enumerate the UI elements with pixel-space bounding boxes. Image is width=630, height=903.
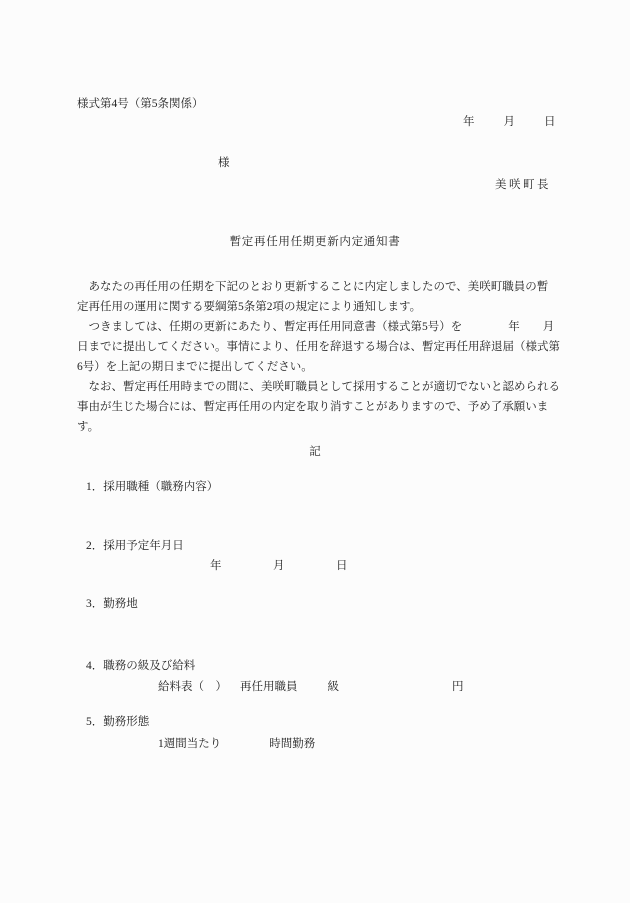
- item-2-month-label: 月: [273, 560, 285, 572]
- body-line-3: つきましては、任期の更新にあたり、暫定再任用同意書（様式第5号）を 年 月: [77, 321, 555, 333]
- body-line-7: 事由が生じた場合には、暫定再任用の内定を取り消すことがありますので、予め了承願いま: [77, 401, 549, 413]
- item-5-schedule-fields: [158, 738, 315, 751]
- sender-name: 美咲町長: [495, 179, 551, 191]
- addressee-honorific: 様: [218, 157, 230, 169]
- item-1-label: 1．採用職種（職務内容）: [86, 481, 219, 493]
- item-4-label: 4．職務の級及び給料: [86, 660, 196, 672]
- body-line-5: 6号）を上記の期日までに提出してください。: [77, 361, 313, 373]
- date-month-label: 月: [503, 116, 515, 128]
- item-2-day-label: 日: [336, 560, 348, 572]
- hours-worked-label: 時間勤務: [269, 738, 316, 750]
- item-2-date-fields: [210, 560, 348, 573]
- body-line-6: なお、暫定再任用時までの間に、美咲町職員として採用することが適切でないと認められる: [77, 381, 560, 393]
- date-line: [463, 116, 556, 129]
- grade-label: 級: [327, 681, 339, 693]
- date-year-label: 年: [463, 116, 475, 128]
- item-2-year-label: 年: [210, 560, 222, 572]
- item-5-label: 5．勤務形態: [86, 716, 150, 728]
- body-line-2: 定再任用の運用に関する要綱第5条第2項の規定により通知します。: [77, 301, 422, 313]
- reemployed-staff-label: 再任用職員: [240, 681, 298, 693]
- body-paragraphs: [77, 277, 563, 437]
- salary-table-label: 給料表（ ）: [158, 681, 227, 693]
- body-line-8: す。: [77, 421, 100, 433]
- body-line-1: あなたの再任用の任期を下記のとおり更新することに内定しましたので、美咲町職員の暫: [77, 281, 549, 293]
- body-line-4: 日までに提出してください。事情により、任用を辞退する場合は、暫定再任用辞退届（様式第: [77, 341, 560, 353]
- form-number: 様式第4号（第5条関係）: [77, 98, 204, 110]
- document-title: 暫定再任用任期更新内定通知書: [229, 236, 401, 248]
- date-day-label: 日: [544, 116, 556, 128]
- per-week-label: 1週間当たり: [158, 738, 222, 750]
- record-marker: 記: [309, 446, 321, 458]
- item-4-salary-fields: [158, 681, 464, 694]
- yen-label: 円: [452, 681, 464, 693]
- item-3-label: 3．勤務地: [86, 598, 138, 610]
- item-2-label: 2．採用予定年月日: [86, 540, 184, 552]
